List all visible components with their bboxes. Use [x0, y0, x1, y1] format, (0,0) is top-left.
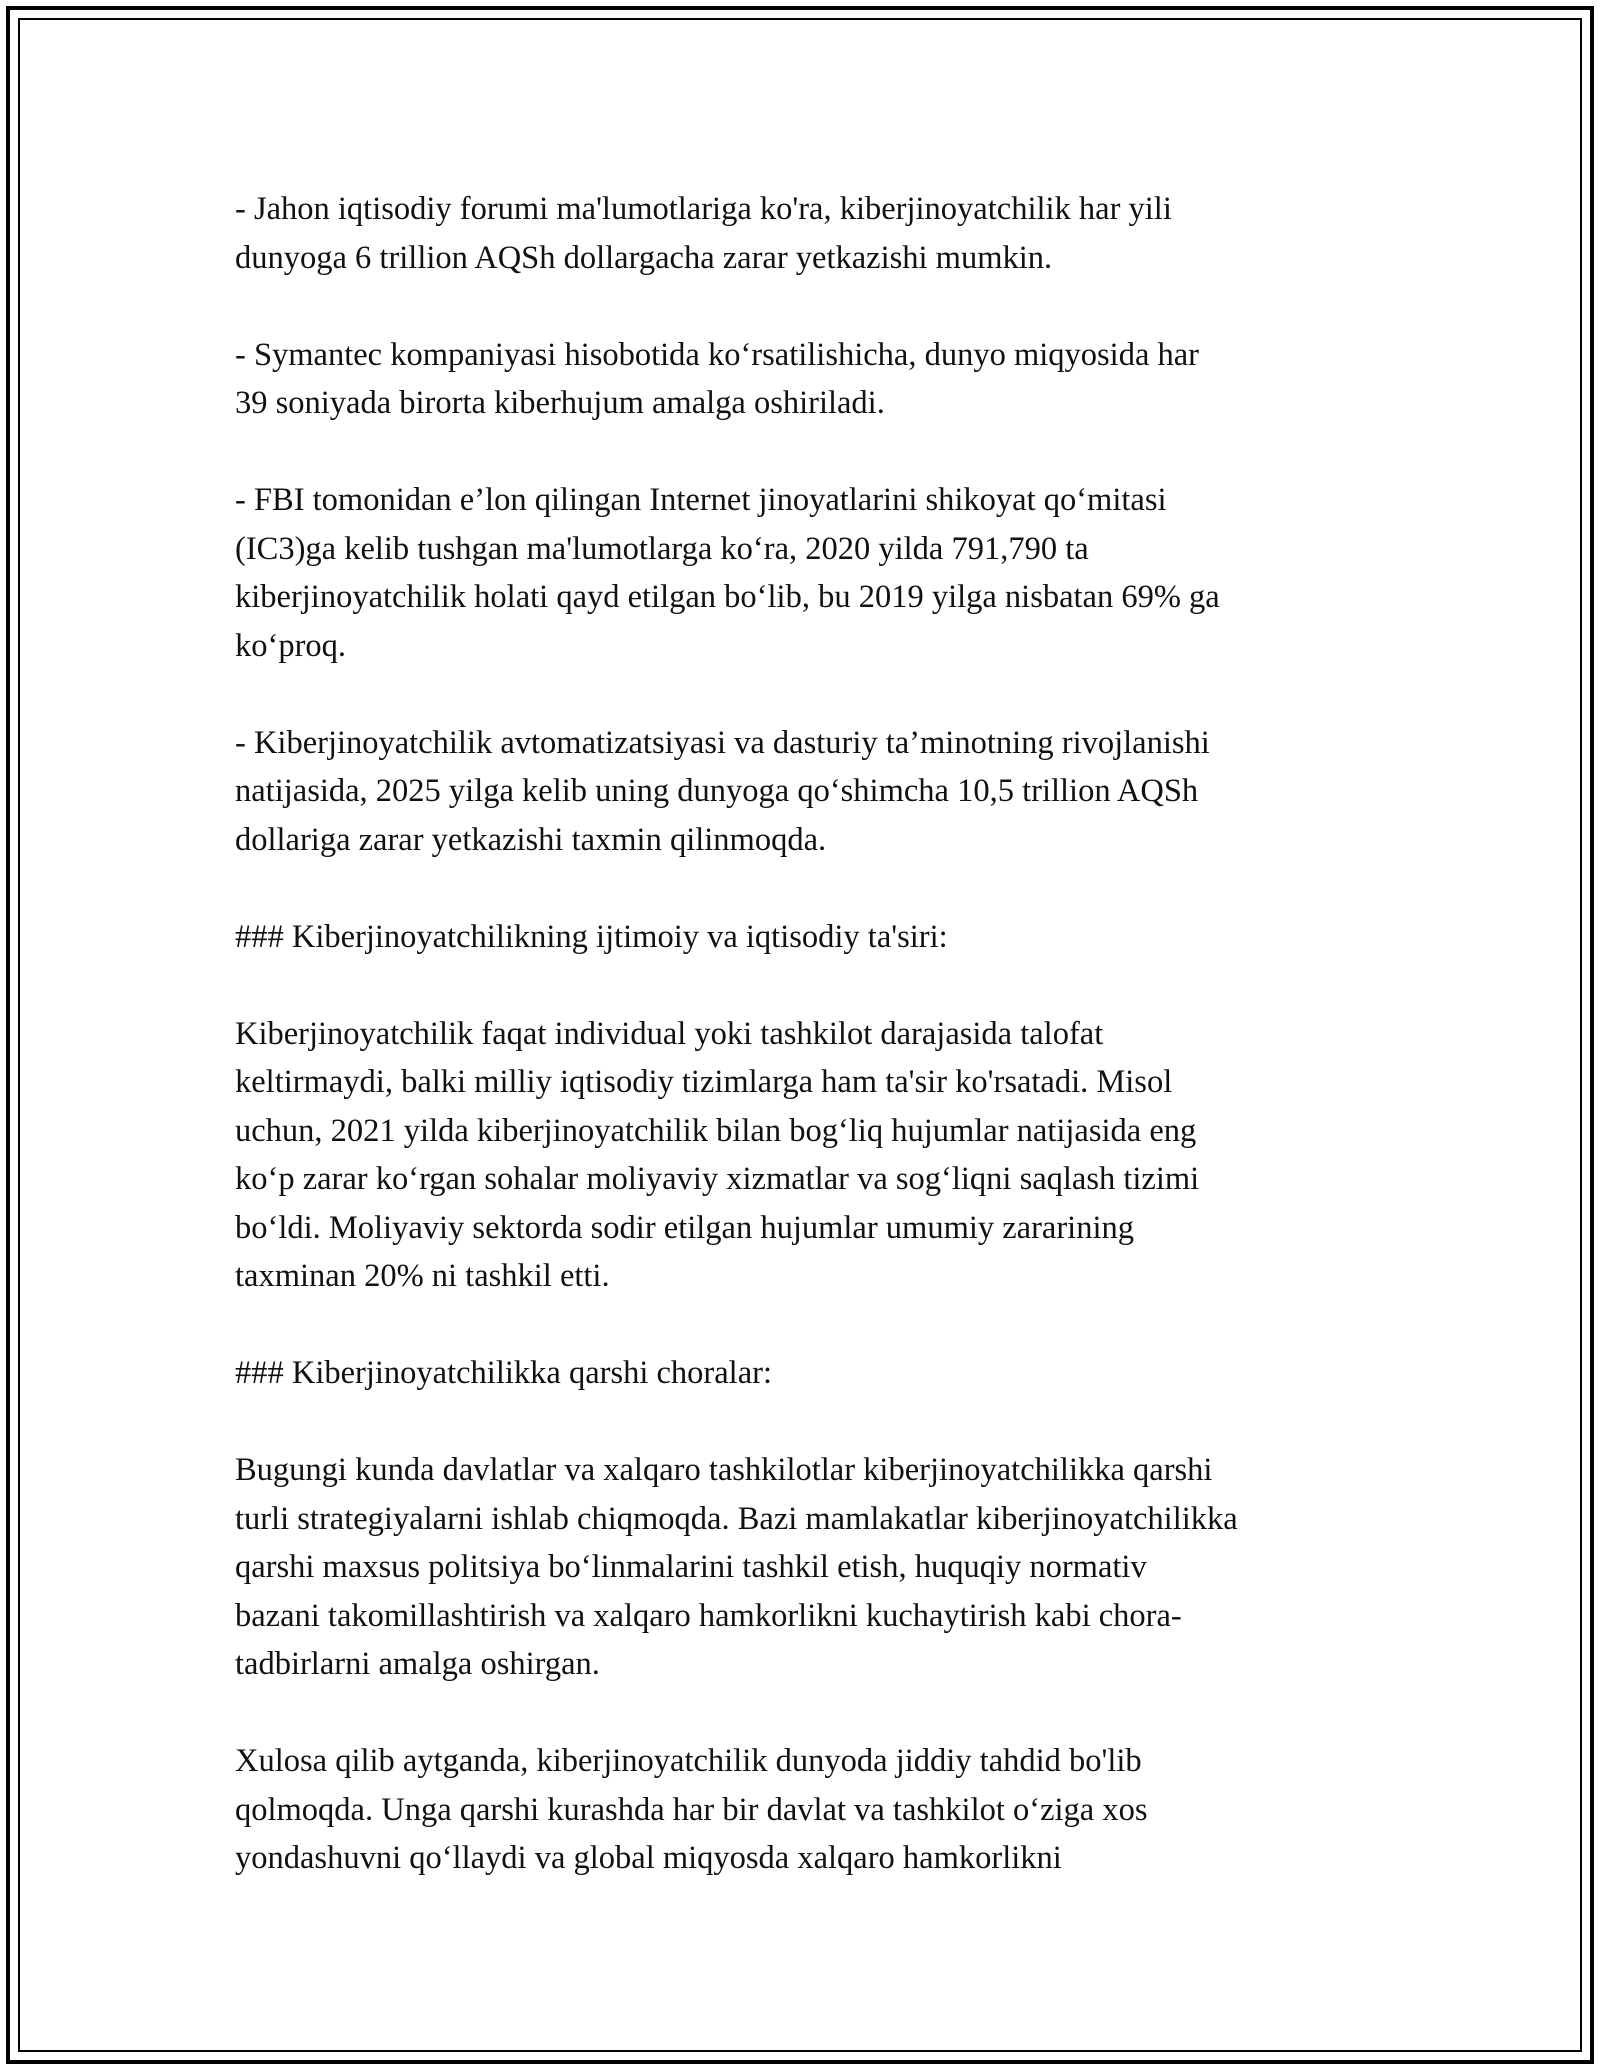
bullet-automation: - Kiberjinoyatchilik avtomatizatsiyasi va dasturiy ta’minotning rivojlanishi natijasida, 2025 yilga kelib uning dunyoga qo‘shimcha 10,5 trillion AQSh dollariga zarar yetkazishi taxmin qilinmoqda. [235, 724, 1210, 858]
paragraph-conclusion: Xulosa qilib aytganda, kiberjinoyatchilik dunyoda jiddiy tahdid bo'lib qolmoqda. Unga qarshi kurashda har bir davlat va tashkilot o‘ziga xos yondashuvni qo‘llaydi va global miqyosda xalqaro hamkorlikni [235, 1743, 1148, 1876]
heading-measures: ### Kiberjinoyatchilikka qarshi choralar: [235, 1355, 772, 1391]
paragraph-measures: Bugungi kunda davlatlar va xalqaro tashkilotlar kiberjinoyatchilikka qarshi turli strategiyalarni ishlab chiqmoqda. Bazi mamlakatlar kiberjinoyatchilikka qarshi maxsus politsiya bo‘linmalarini tashkil etish, huquqiy normativ bazani takomillashtirish va xalqaro hamkorlikni kuchaytirish kabi chora- tadbirlarni amalga oshirgan. [235, 1452, 1238, 1682]
bullet-symantec: - Symantec kompaniyasi hisobotida ko‘rsatilishicha, dunyo miqyosida har 39 soniyada birorta kiberhujum amalga oshiriladi. [235, 336, 1200, 421]
heading-impact: ### Kiberjinoyatchilikning ijtimoiy va iqtisodiy ta'siri: [235, 918, 948, 955]
paragraph-impact: Kiberjinoyatchilik faqat individual yoki tashkilot darajasida talofat keltirmaydi, balki milliy iqtisodiy tizimlarga ham ta'sir ko'rsatadi. Misol uchun, 2021 yilda kiberjinoyatchilik bilan bog‘liq hujumlar natijasida eng ko‘p zarar ko‘rgan sohalar moliyaviy xizmatlar va sog‘liqni saqlash tizimi bo‘ldi. Moliyaviy sektorda sodir etilgan hujumlar umumiy zararining taxminan 20% ni tashkil etti. [235, 1015, 1200, 1294]
bullet-fbi: - FBI tomonidan e’lon qilingan Internet jinoyatlarini shikoyat qo‘mitasi (IC3)ga kelib tushgan ma'lumotlarga ko‘ra, 2020 yilda 791,790 ta kiberjinoyatchilik holati qayd etilgan bo‘lib, bu 2019 yilga nisbatan 69% ga ko‘proq. [235, 482, 1220, 664]
document-body [235, 185, 1385, 1931]
bullet-wef: - Jahon iqtisodiy forumi ma'lumotlariga ko'ra, kiberjinoyatchilik har yili dunyoga 6 trillion AQSh dollargacha zarar yetkazishi mumkin. [235, 191, 1172, 276]
